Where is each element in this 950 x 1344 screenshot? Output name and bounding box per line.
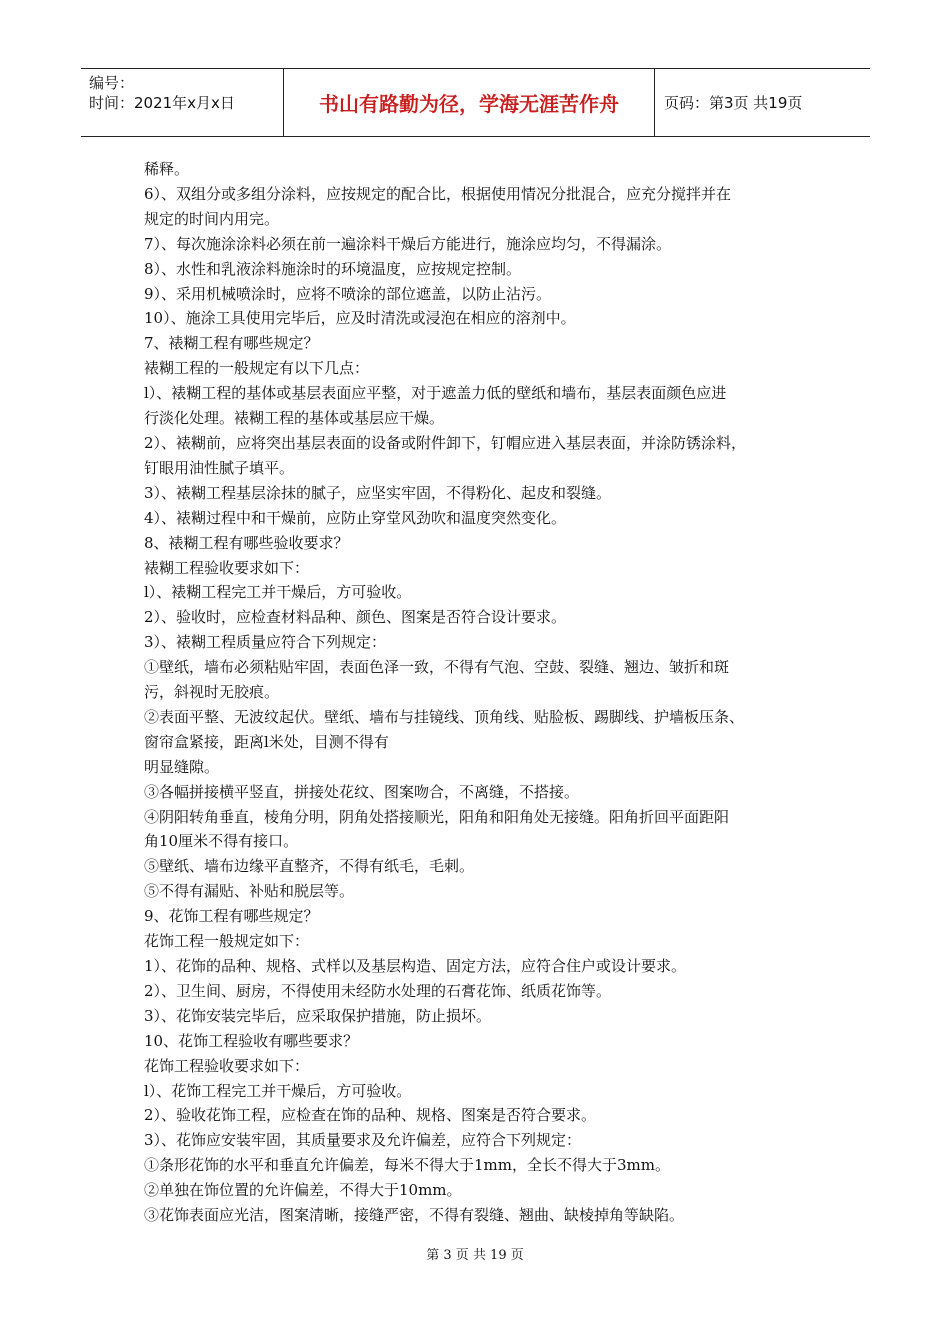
document-number: 编号： <box>89 74 135 92</box>
text-line: l）、裱糊工程的基体或基层表面应平整，对于遮盖力低的壁纸和墙布，基层表面颜色应进 <box>144 384 727 403</box>
text-line: ②单独在饰位置的允许偏差，不得大于10mm。 <box>144 1181 462 1200</box>
text-line: 3）、花饰安装完毕后，应采取保护措施，防止损坏。 <box>144 1006 492 1025</box>
text-line: 8）、水性和乳液涂料施涂时的环境温度，应按规定控制。 <box>144 259 522 278</box>
text-line: 窗帘盒紧接，距离l米处，目测不得有 <box>144 732 389 751</box>
document-date: 时间：2021年x月x日 <box>89 94 235 112</box>
header-meta-cell <box>81 69 284 136</box>
header-motto: 书山有路勤为径，学海无涯苦作舟 <box>319 92 619 116</box>
text-line: ⑤壁纸、墙布边缘平直整齐，不得有纸毛，毛刺。 <box>144 857 475 876</box>
text-line: 1）、花饰的品种、规格、式样以及基层构造、固定方法，应符合住户或设计要求。 <box>144 957 687 975</box>
header-page-info: 页码：第3页 共19页 <box>664 94 803 112</box>
text-line: 角10厘米不得有接口。 <box>144 832 299 851</box>
text-line: ③各幅拼接横平竖直，拼接处花纹、图案吻合，不离缝，不搭接。 <box>144 782 580 801</box>
text-line: 7、裱糊工程有哪些规定？ <box>144 334 319 353</box>
text-line: 规定的时间内用完。 <box>144 209 280 228</box>
text-line: 2）、裱糊前，应将突出基层表面的设备或附件卸下，钉帽应进入基层表面，并涂防锈涂料， <box>144 433 747 452</box>
text-line: 裱糊工程验收要求如下： <box>144 558 310 577</box>
text-line: 明显缝隙。 <box>144 757 220 776</box>
text-line: 3）、花饰应安装牢固，其质量要求及允许偏差，应符合下列规定： <box>144 1131 582 1150</box>
header-motto-cell <box>284 69 655 136</box>
text-line: 行淡化处理。裱糊工程的基体或基层应干燥。 <box>144 409 445 428</box>
text-line: 2）、卫生间、厨房，不得使用未经防水处理的石膏花饰、纸质花饰等。 <box>144 981 612 1000</box>
header-page-cell <box>655 69 870 136</box>
page-header <box>81 68 870 137</box>
text-line: ④阴阳转角垂直，棱角分明，阴角处搭接顺光，阳角和阳角处无接缝。阳角折回平面距阳 <box>144 807 730 826</box>
text-line: 裱糊工程的一般规定有以下几点： <box>144 359 370 378</box>
text-line: 2）、验收花饰工程，应检查在饰的品种、规格、图案是否符合要求。 <box>144 1106 597 1125</box>
text-line: l）、裱糊工程完工并干燥后，方可验收。 <box>144 583 412 602</box>
text-line: 钉眼用油性腻子填平。 <box>144 458 295 477</box>
text-line: 3）、裱糊工程质量应符合下列规定： <box>144 633 387 652</box>
text-line: 10、花饰工程验收有哪些要求？ <box>144 1031 359 1050</box>
footer-page-number: 第 3 页 共 19 页 <box>426 1248 524 1263</box>
text-line: 8、裱糊工程有哪些验收要求？ <box>144 533 349 552</box>
text-line: 10）、施涂工具使用完毕后，应及时清洗或浸泡在相应的溶剂中。 <box>144 309 576 328</box>
text-line: ⑤不得有漏贴、补贴和脱层等。 <box>144 882 355 901</box>
text-line: 污，斜视时无胶痕。 <box>144 683 280 702</box>
text-line: ②表面平整、无波纹起伏。壁纸、墙布与挂镜线、顶角线、贴脸板、踢脚线、护墙板压条、 <box>144 707 745 726</box>
document-body <box>144 157 822 1228</box>
text-line: 2）、验收时，应检查材料品种、颜色、图案是否符合设计要求。 <box>144 608 567 627</box>
text-line: 9）、采用机械喷涂时，应将不喷涂的部位遮盖，以防止沾污。 <box>144 284 552 303</box>
text-line: 稀释。 <box>144 160 190 178</box>
text-line: 4）、裱糊过程中和干燥前，应防止穿堂风劲吹和温度突然变化。 <box>144 508 567 527</box>
text-line: ①条形花饰的水平和垂直允许偏差，每米不得大于1mm，全长不得大于3mm。 <box>144 1156 670 1175</box>
text-line: ③花饰表面应光洁，图案清晰，接缝严密，不得有裂缝、翘曲、缺棱掉角等缺陷。 <box>144 1206 685 1225</box>
text-line: 花饰工程一般规定如下： <box>144 932 310 951</box>
text-line: 7）、每次施涂涂料必须在前一遍涂料干燥后方能进行，施涂应均匀，不得漏涂。 <box>144 234 672 253</box>
text-line: 9、花饰工程有哪些规定？ <box>144 907 319 926</box>
text-line: ①壁纸，墙布必须粘贴牢固，表面色泽一致，不得有气泡、空鼓、裂缝、翘边、皱折和斑 <box>144 658 730 677</box>
text-line: 6）、双组分或多组分涂料，应按规定的配合比，根据使用情况分批混合，应充分搅拌并在 <box>144 184 732 203</box>
text-line: 3）、裱糊工程基层涂抹的腻子，应坚实牢固，不得粉化、起皮和裂缝。 <box>144 483 612 502</box>
text-line: l）、花饰工程完工并干燥后，方可验收。 <box>144 1081 412 1100</box>
text-line: 花饰工程验收要求如下： <box>144 1056 310 1075</box>
page-footer <box>0 1244 950 1263</box>
